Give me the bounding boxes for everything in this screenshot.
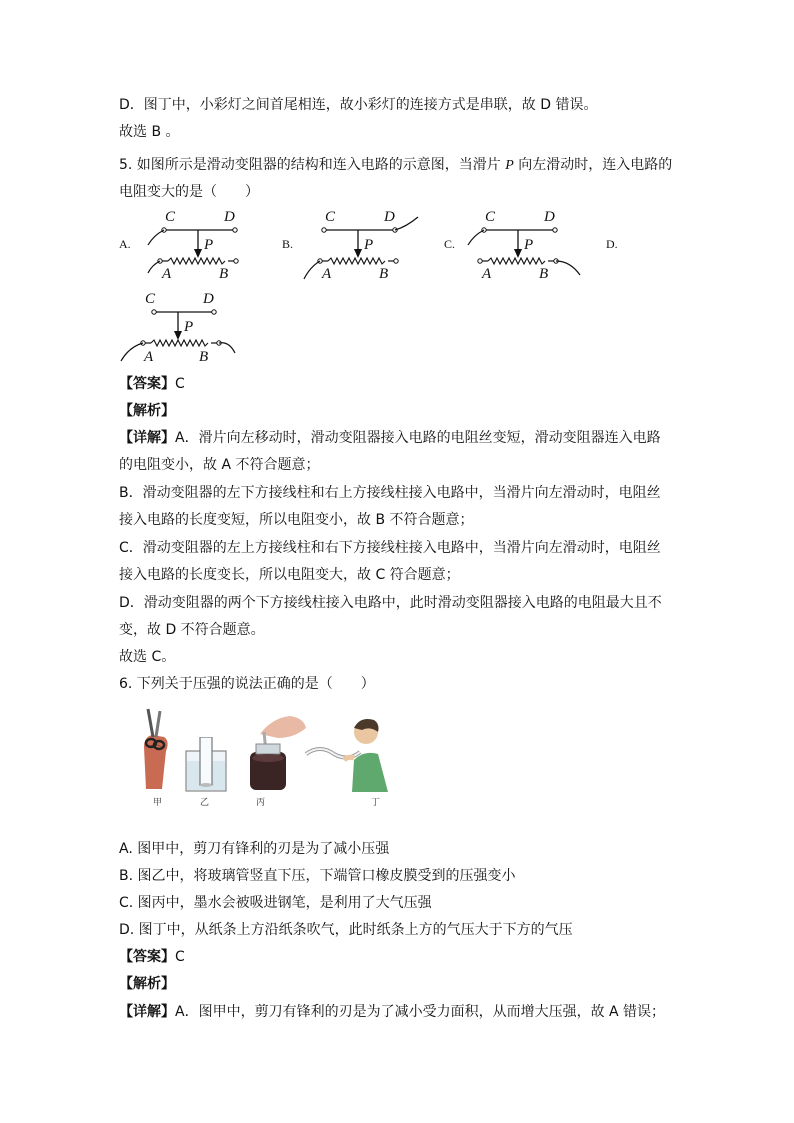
q6-stem: 6. 下列关于压强的说法正确的是（ ） xyxy=(119,676,375,692)
q5-choose: 故选 C。 xyxy=(119,649,176,665)
q5-stem-2: 电阻变大的是（ ） xyxy=(119,184,259,200)
label-d: D xyxy=(224,209,235,225)
q6-detail-a xyxy=(119,1002,665,1022)
q6-option-a: A. 图甲中，剪刀有锋利的刃是为了减小压强 xyxy=(119,841,390,857)
q6-detail-a-text: A．图甲中，剪刀有锋利的刃是为了减小受力面积，从而增大压强，故 A 错误； xyxy=(175,1004,666,1020)
q5-analysis-label: 【解析】 xyxy=(119,403,175,419)
q5-stem-1p: P xyxy=(505,158,514,173)
line-d-previous: D．图丁中，小彩灯之间首尾相连，故小彩灯的连接方式是串联，故 D 错误。 xyxy=(119,97,598,113)
scissors-hand-picture xyxy=(136,707,176,789)
label-c: C xyxy=(165,209,176,225)
label-c: C xyxy=(325,209,336,225)
q5-detail-a2: 的电阻变小，故 A 不符合题意； xyxy=(119,457,320,473)
q5-detail-a1-text: A．滑片向左移动时，滑动变阻器接入电路的电阻丝变短，滑动变阻器连入电路 xyxy=(175,430,661,446)
label-c: C xyxy=(485,209,496,225)
label-a: A xyxy=(144,349,154,365)
q5-stem-1 xyxy=(119,155,672,176)
q5-answer-label: 【答案】 xyxy=(119,376,175,392)
q6-answer-value: C xyxy=(175,949,185,965)
label-b: B xyxy=(539,266,549,282)
choose-b: 故选 B 。 xyxy=(119,124,180,140)
label-a: A xyxy=(482,266,492,282)
q5-option-b-label: B. xyxy=(282,237,294,251)
rheostat-diagram-c xyxy=(460,205,585,285)
label-d: D xyxy=(544,209,555,225)
q5-detail-label: 【详解】 xyxy=(119,430,175,446)
beaker-tube-picture xyxy=(184,737,228,793)
label-p: P xyxy=(204,237,214,253)
q6-option-c: C. 图丙中，墨水会被吸进钢笔，是利用了大气压强 xyxy=(119,895,432,911)
label-d: D xyxy=(203,291,214,307)
label-a: A xyxy=(162,266,172,282)
q5-option-d-label: D. xyxy=(606,237,618,251)
caption-bing: 丙 xyxy=(256,798,266,808)
q5-option-a-label: A. xyxy=(119,237,131,251)
q5-detail-d1: D．滑动变阻器的两个下方接线柱接入电路中，此时滑动变阻器接入电路的电阻最大且不 xyxy=(119,595,662,611)
q5-answer-value: C xyxy=(175,376,185,392)
q5-detail-a1 xyxy=(119,428,661,448)
q6-answer xyxy=(119,947,185,967)
label-p: P xyxy=(524,237,534,253)
q5-detail-b2: 接入电路的长度变短，所以电阻变小，故 B 不符合题意； xyxy=(119,512,474,528)
q6-option-d: D. 图丁中，从纸条上方沿纸条吹气，此时纸条上方的气压大于下方的气压 xyxy=(119,922,573,938)
label-c: C xyxy=(145,291,156,307)
q5-detail-d2: 变，故 D 不符合题意。 xyxy=(119,622,265,638)
caption-ding: 丁 xyxy=(371,798,381,808)
q6-detail-label: 【详解】 xyxy=(119,1004,175,1020)
q6-analysis-label: 【解析】 xyxy=(119,976,175,992)
caption-jia: 甲 xyxy=(153,798,163,808)
q5-detail-c1: C．滑动变阻器的左上方接线柱和右下方接线柱接入电路中，当滑片向左滑动时，电阻丝 xyxy=(119,540,661,556)
q6-answer-label: 【答案】 xyxy=(119,949,175,965)
rheostat-diagram-a xyxy=(140,205,255,285)
q5-option-c-label: C. xyxy=(444,237,456,251)
label-d: D xyxy=(384,209,395,225)
label-a: A xyxy=(322,266,332,282)
q5-detail-b1: B．滑动变阻器的左下方接线柱和右上方接线柱接入电路中，当滑片向左滑动时，电阻丝 xyxy=(119,485,661,501)
q5-stem-1b: 向左滑动时，连入电路的 xyxy=(513,157,673,173)
label-p: P xyxy=(184,319,194,335)
q5-stem-1a: 5. 如图所示是滑动变阻器的结构和连入电路的示意图，当滑片 xyxy=(119,157,506,173)
ink-pen-picture xyxy=(244,712,308,792)
rheostat-diagram-b xyxy=(300,205,425,285)
label-b: B xyxy=(379,266,389,282)
q6-option-b: B. 图乙中，将玻璃管竖直下压，下端管口橡皮膜受到的压强变小 xyxy=(119,868,516,884)
rheostat-diagram-d xyxy=(117,285,242,367)
label-b: B xyxy=(199,349,209,365)
q5-detail-c2: 接入电路的长度变长，所以电阻变大，故 C 符合题意； xyxy=(119,567,460,583)
q5-answer xyxy=(119,374,185,394)
boy-blowing-paper-picture xyxy=(304,714,392,792)
label-p: P xyxy=(364,237,374,253)
caption-yi: 乙 xyxy=(200,798,210,808)
label-b: B xyxy=(219,266,229,282)
